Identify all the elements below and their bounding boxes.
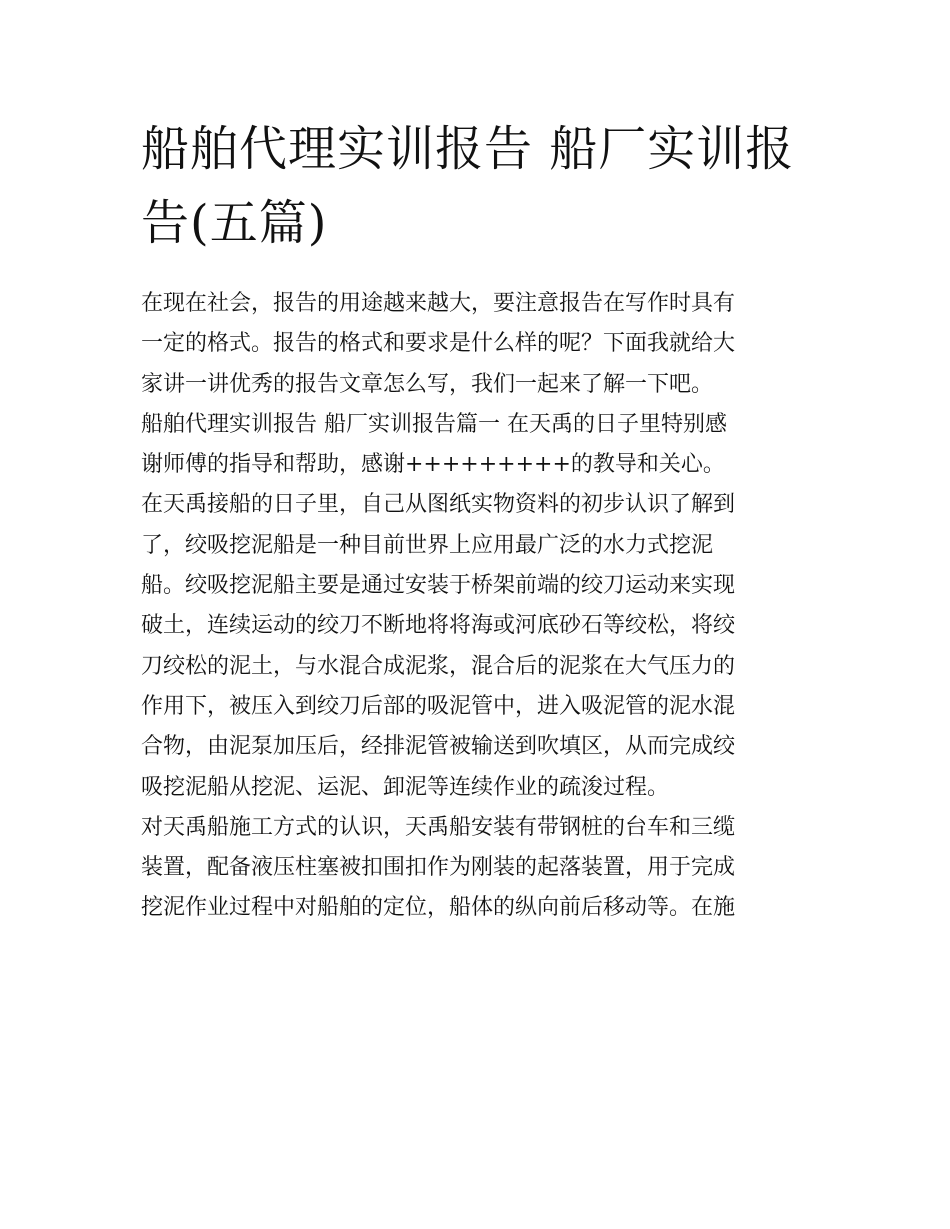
- title-line: 船舶代理实训报告 船厂实训报: [141, 121, 795, 177]
- text-line: 船。绞吸挖泥船主要是通过安装于桥架前端的绞刀运动来实现: [141, 573, 736, 599]
- document-title: [141, 112, 813, 260]
- text-line: 在天禹接船的日子里，自己从图纸实物资料的初步认识了解到: [141, 492, 736, 518]
- text-line: 家讲一讲优秀的报告文章怎么写，我们一起来了解一下吧。: [141, 371, 714, 397]
- text-line: 船舶代理实训报告 船厂实训报告篇一 在天禹的日子里特别感: [141, 411, 727, 437]
- text-line: 谢师傅的指导和帮助，感谢+++++++++的教导和关心。: [141, 452, 725, 478]
- title-line: 告(五篇): [141, 195, 328, 251]
- text-line: 合物，由泥泵加压后，经排泥管被输送到吹填区，从而完成绞: [141, 734, 736, 760]
- construction-method-paragraph: [141, 808, 813, 929]
- text-line: 挖泥作业过程中对船舶的定位，船体的纵向前后移动等。在施: [141, 895, 736, 921]
- text-line: 一定的格式。报告的格式和要求是什么样的呢？下面我就给大: [141, 331, 736, 357]
- text-line: 对天禹船施工方式的认识，天禹船安装有带钢桩的台车和三缆: [141, 814, 736, 840]
- text-line: 吸挖泥船从挖泥、运泥、卸泥等连续作业的疏浚过程。: [141, 774, 670, 800]
- document-page: [141, 112, 813, 929]
- text-line: 了，绞吸挖泥船是一种目前世界上应用最广泛的水力式挖泥: [141, 532, 714, 558]
- text-line: 在现在社会，报告的用途越来越大，要注意报告在写作时具有: [141, 291, 736, 316]
- dredger-description-paragraph: [141, 485, 813, 807]
- text-line: 装置，配备液压柱塞被扣围扣作为刚装的起落装置，用于完成: [141, 855, 736, 881]
- text-line: 破土，连续运动的绞刀不断地将将海或河底砂石等绞松，将绞: [141, 613, 736, 639]
- text-line: 作用下，被压入到绞刀后部的吸泥管中，进入吸泥管的泥水混: [141, 693, 736, 719]
- section-one-paragraph: [141, 405, 813, 486]
- intro-paragraph: [141, 284, 813, 405]
- text-line: 刀绞松的泥土，与水混合成泥浆，混合后的泥浆在大气压力的: [141, 653, 736, 679]
